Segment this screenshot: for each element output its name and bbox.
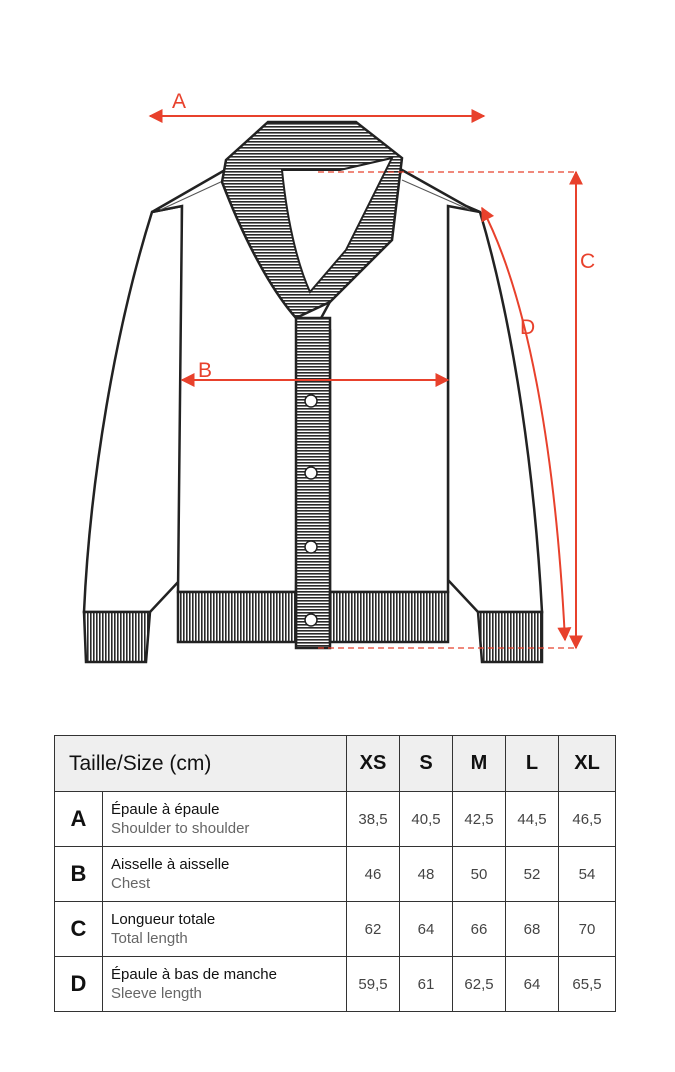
hem-rib-right [330,592,448,642]
size-header: S [400,736,453,792]
table-row [55,847,616,902]
size-header: M [453,736,506,792]
left-sleeve [84,206,182,612]
row-letter: C [55,902,103,957]
table-cell: 66 [453,902,506,957]
row-description [103,957,347,1012]
table-cell: 62 [347,902,400,957]
row-label-en: Shoulder to shoulder [111,819,250,837]
measure-a-label: A [172,90,187,113]
size-table [54,735,616,1012]
row-description [103,847,347,902]
row-label-en: Chest [111,874,151,892]
table-cell: 70 [559,902,616,957]
size-header: XS [347,736,400,792]
left-cuff [84,612,150,662]
row-label-fr: Épaule à bas de manche [111,965,277,983]
row-label-fr: Épaule à épaule [111,800,220,818]
measure-b-label: B [198,359,213,382]
right-cuff [478,612,542,662]
row-letter: A [55,792,103,847]
row-description [103,902,347,957]
table-cell: 46 [347,847,400,902]
button [305,395,317,407]
table-cell: 46,5 [559,792,616,847]
button [305,467,317,479]
row-letter: D [55,957,103,1012]
table-cell: 62,5 [453,957,506,1012]
table-cell: 42,5 [453,792,506,847]
table-header-row [55,736,616,792]
table-cell: 40,5 [400,792,453,847]
table-cell: 38,5 [347,792,400,847]
table-cell: 48 [400,847,453,902]
table-row [55,902,616,957]
row-description [103,792,347,847]
button-placket [296,318,330,648]
table-cell: 44,5 [506,792,559,847]
row-label-fr: Aisselle à aisselle [111,855,230,873]
measure-c-label: C [580,250,596,273]
measure-d-label: D [520,316,536,339]
button [305,541,317,553]
table-cell: 50 [453,847,506,902]
table-cell: 64 [400,902,453,957]
button [305,614,317,626]
right-sleeve [448,206,542,612]
row-label-en: Sleeve length [111,984,202,1002]
table-cell: 59,5 [347,957,400,1012]
size-header: XL [559,736,616,792]
table-title: Taille/Size (cm) [55,736,347,792]
table-cell: 54 [559,847,616,902]
size-header: L [506,736,559,792]
table-row [55,792,616,847]
table-cell: 52 [506,847,559,902]
table-cell: 65,5 [559,957,616,1012]
row-label-en: Total length [111,929,188,947]
table-row [55,957,616,1012]
table-cell: 61 [400,957,453,1012]
row-label-fr: Longueur totale [111,910,216,928]
table-cell: 64 [506,957,559,1012]
table-cell: 68 [506,902,559,957]
row-letter: B [55,847,103,902]
hem-rib-left [178,592,296,642]
